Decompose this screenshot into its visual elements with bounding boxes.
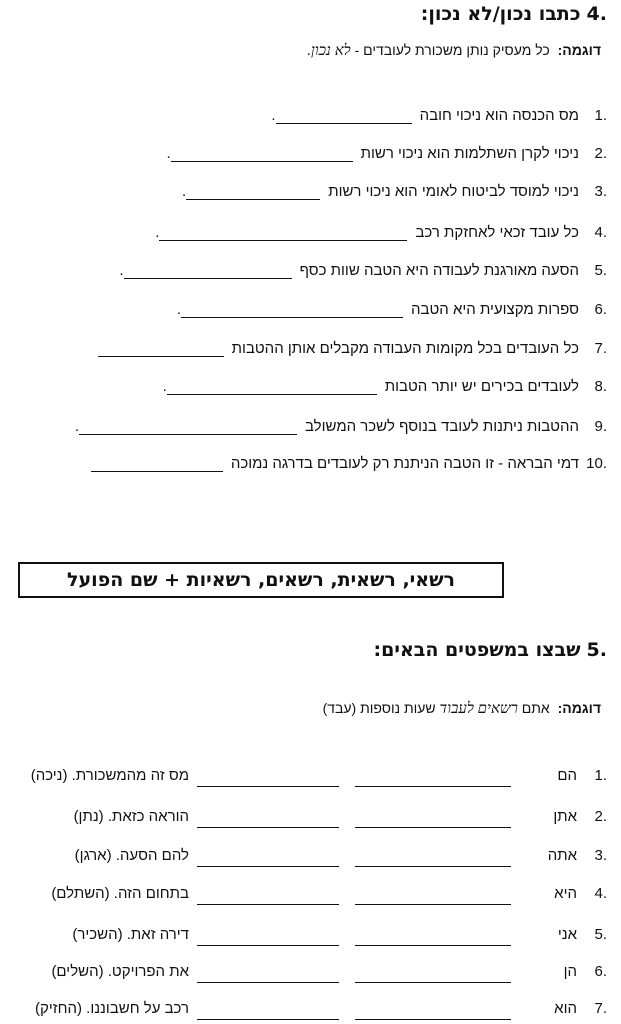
example-label: דוגמה: xyxy=(557,42,601,58)
question-number: .5 xyxy=(594,262,607,279)
answer-blank-infinitive[interactable] xyxy=(197,827,339,828)
question-row: .9 ההטבות ניתנות לעובד בנוסף לשכר המשולב . xyxy=(74,418,607,435)
question-row: .8 לעובדים בכירים יש יותר הטבות . xyxy=(162,378,607,395)
sentence-rest: רכב על חשבוננו. (החזיק) xyxy=(35,1000,189,1017)
question-number: .1 xyxy=(594,107,607,124)
question-text: כל העובדים בכל מקומות העבודה מקבלים אותן ההטבות xyxy=(231,340,579,357)
answer-blank-verb[interactable] xyxy=(355,866,511,867)
question-row: .6 ספרות מקצועית היא הטבה . xyxy=(176,301,607,318)
section-5-title: שבצו במשפטים הבאים: xyxy=(373,639,581,661)
answer-blank[interactable] xyxy=(167,380,377,395)
sentence-subject: הוא xyxy=(554,1000,577,1017)
question-row xyxy=(98,340,607,357)
example-answer: רשאים לעבוד xyxy=(439,701,518,717)
question-row: .5 הסעה מאורגנת לעבודה היא הטבה שוות כסף . xyxy=(119,262,607,279)
answer-blank-verb[interactable] xyxy=(355,982,511,983)
question-number: .8 xyxy=(594,378,607,395)
question-text: לעובדים בכירים יש יותר הטבות xyxy=(384,378,579,395)
grammar-banner-text: רשאי, רשאית, רשאים, רשאיות + שם הפועל xyxy=(67,569,455,591)
question-number: .7 xyxy=(594,340,607,357)
section-4-number: .4 xyxy=(586,3,607,25)
section-4-title: כתבו נכון/לא נכון: xyxy=(420,3,581,25)
sentence-row xyxy=(4,885,607,907)
sentence-row xyxy=(4,847,607,869)
sentence-number: .2 xyxy=(594,808,607,825)
sentence-rest: דירה זאת. (השכיר) xyxy=(72,926,189,943)
sentence-number: .6 xyxy=(594,963,607,980)
answer-blank[interactable] xyxy=(171,147,353,162)
answer-blank[interactable] xyxy=(159,226,407,241)
sentence-number: .7 xyxy=(594,1000,607,1017)
sentence-rest: להם הסעה. (ארגן) xyxy=(74,847,189,864)
answer-blank[interactable] xyxy=(91,457,223,472)
question-number: .3 xyxy=(594,183,607,200)
question-number: .9 xyxy=(594,418,607,435)
question-row: .2 ניכוי לקרן השתלמות הוא ניכוי רשות . xyxy=(166,145,607,162)
answer-blank-verb[interactable] xyxy=(355,827,511,828)
answer-blank[interactable] xyxy=(276,109,412,124)
sentence-number: .4 xyxy=(594,885,607,902)
question-text: ניכוי לקרן השתלמות הוא ניכוי רשות xyxy=(360,145,579,162)
sentence-subject: אתן xyxy=(553,808,577,825)
answer-blank[interactable] xyxy=(124,264,292,279)
sentence-number: .3 xyxy=(594,847,607,864)
answer-blank[interactable] xyxy=(79,420,297,435)
question-row: .4 כל עובד זכאי לאחזקת רכב . xyxy=(155,224,607,241)
sentence-number: .1 xyxy=(594,767,607,784)
question-text: הסעה מאורגנת לעבודה היא הטבה שוות כסף xyxy=(299,262,579,279)
question-row xyxy=(91,455,607,472)
section-5-number: .5 xyxy=(586,639,607,661)
section-5-example xyxy=(323,700,601,718)
sentence-rest: בתחום הזה. (השתלם) xyxy=(51,885,189,902)
sentence-row xyxy=(4,926,607,948)
answer-blank-infinitive[interactable] xyxy=(197,786,339,787)
example-text: כל מעסיק נותן משכורת לעובדים - xyxy=(354,42,550,58)
answer-blank-infinitive[interactable] xyxy=(197,904,339,905)
question-text: ספרות מקצועית היא הטבה xyxy=(411,301,579,318)
sentence-rest: הוראה כזאת. (נתן) xyxy=(73,808,189,825)
answer-blank-infinitive[interactable] xyxy=(197,1019,339,1020)
sentence-row xyxy=(4,808,607,830)
answer-blank-infinitive[interactable] xyxy=(197,945,339,946)
answer-blank[interactable] xyxy=(186,185,320,200)
question-number: .4 xyxy=(594,224,607,241)
question-row: .3 ניכוי למוסד לביטוח לאומי הוא ניכוי רשות . xyxy=(182,183,607,200)
example-answer: לא נכון. xyxy=(307,43,351,59)
sentence-subject: אני xyxy=(557,926,577,943)
answer-blank-verb[interactable] xyxy=(355,1019,511,1020)
sentence-subject: אתה xyxy=(547,847,577,864)
question-row: .1 מס הכנסה הוא ניכוי חובה . xyxy=(271,107,607,124)
sentence-rest: את הפרויקט. (השלים) xyxy=(51,963,189,980)
example-rest: שעות נוספות (עבד) xyxy=(322,700,436,716)
question-text: ההטבות ניתנות לעובד בנוסף לשכר המשולב xyxy=(305,418,579,435)
sentence-subject: הם xyxy=(557,767,577,784)
section-5-heading xyxy=(374,639,607,661)
answer-blank[interactable] xyxy=(181,303,403,318)
sentence-subject: היא xyxy=(554,885,577,902)
question-number: .10 xyxy=(586,455,607,472)
question-number: .6 xyxy=(594,301,607,318)
sentence-row xyxy=(4,963,607,985)
sentence-row xyxy=(4,1000,607,1022)
question-text: ניכוי למוסד לביטוח לאומי הוא ניכוי רשות xyxy=(328,183,579,200)
section-4-heading xyxy=(421,3,607,25)
example-label: דוגמה: xyxy=(557,700,601,716)
sentence-rest: מס זה מהמשכורת. (ניכה) xyxy=(30,767,189,784)
answer-blank-verb[interactable] xyxy=(355,945,511,946)
example-subject: אתם xyxy=(521,700,550,716)
sentence-number: .5 xyxy=(594,926,607,943)
question-text: מס הכנסה הוא ניכוי חובה xyxy=(419,107,579,124)
question-text: כל עובד זכאי לאחזקת רכב xyxy=(415,224,579,241)
section-4-example xyxy=(307,42,601,60)
question-text: דמי הבראה - זו הטבה הניתנת רק לעובדים בדרגה נמוכה xyxy=(230,455,579,472)
question-number: .2 xyxy=(594,145,607,162)
answer-blank-infinitive[interactable] xyxy=(197,982,339,983)
answer-blank-infinitive[interactable] xyxy=(197,866,339,867)
sentence-subject: הן xyxy=(563,963,577,980)
grammar-banner xyxy=(18,562,504,598)
answer-blank-verb[interactable] xyxy=(355,786,511,787)
answer-blank-verb[interactable] xyxy=(355,904,511,905)
answer-blank[interactable] xyxy=(98,342,224,357)
sentence-row xyxy=(4,767,607,789)
